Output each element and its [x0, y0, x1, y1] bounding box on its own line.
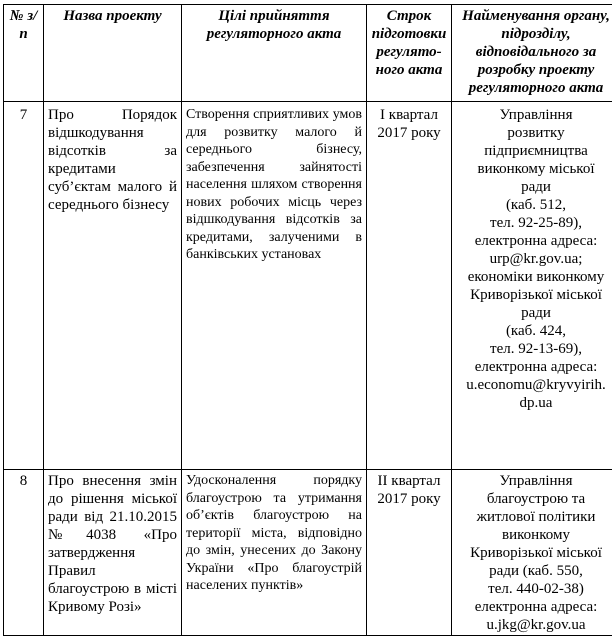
- org-line: електронна адреса:: [456, 598, 612, 616]
- org-line: ради: [456, 304, 612, 322]
- org-line: Управління: [456, 106, 612, 124]
- header-num: № з/п: [4, 5, 44, 102]
- org-line: тел. 440-02-38): [456, 580, 612, 598]
- org-line: економіки виконкому: [456, 268, 612, 286]
- org-line: виконкому: [456, 526, 612, 544]
- org-line: (каб. 424,: [456, 322, 612, 340]
- responsible-org: [452, 102, 612, 470]
- org-line: urp@kr.gov.ua;: [456, 250, 612, 268]
- header-name: Назва проекту: [44, 5, 182, 102]
- project-term: I квартал 2017 року: [367, 102, 452, 470]
- org-line: Криворізької міської: [456, 544, 612, 562]
- table-row: [4, 470, 612, 636]
- org-line: тел. 92-13-69),: [456, 340, 612, 358]
- org-line: благоустрою та: [456, 490, 612, 508]
- org-line: житлової політики: [456, 508, 612, 526]
- project-goal: Удосконалення порядку благоустрою та утримання об’єктів благоустрою на території міста, відповідно до змін, унесених до Закону України «Про благоустрій населених пунктів»: [182, 470, 367, 636]
- org-line: виконкому міської: [456, 160, 612, 178]
- org-line: (каб. 512,: [456, 196, 612, 214]
- org-line: Криворізької міської: [456, 286, 612, 304]
- org-line: електронна адреса:: [456, 358, 612, 376]
- org-line: u.economu@kryvyirih.: [456, 376, 612, 394]
- org-line: розвитку: [456, 124, 612, 142]
- header-term: Строк підготовки регулято-ного акта: [367, 5, 452, 102]
- org-line: u.jkg@kr.gov.ua: [456, 616, 612, 634]
- row-num: 7: [4, 102, 44, 470]
- org-line: підприємництва: [456, 142, 612, 160]
- row-num: 8: [4, 470, 44, 636]
- header-org: Найменування органу, підрозділу, відповідального за розробку проекту регуляторного акта: [452, 5, 612, 102]
- table-row: [4, 102, 612, 470]
- project-term: II квартал 2017 року: [367, 470, 452, 636]
- responsible-org: [452, 470, 612, 636]
- header-row: [4, 5, 612, 102]
- regulatory-plan-table: [3, 4, 612, 636]
- org-line: електронна адреса:: [456, 232, 612, 250]
- org-line: ради: [456, 178, 612, 196]
- org-line: тел. 92-25-89),: [456, 214, 612, 232]
- project-goal: Створення сприятливих умов для розвитку малого й середнього бізнесу, забезпечення зайнятості населення шляхом створення нових робочих місць через відшкодування відсотків за кредитами, залученими в банківських установах: [182, 102, 367, 470]
- header-goal: Цілі прийняття регуляторного акта: [182, 5, 367, 102]
- org-line: ради (каб. 550,: [456, 562, 612, 580]
- project-name: Про внесення змін до рішення міської ради від 21.10.2015 №4038 «Про затвердження Правил благоустрою в місті Кривому Розі»: [44, 470, 182, 636]
- org-line: dp.ua: [456, 394, 612, 412]
- project-name: Про Порядок відшкодування відсотків за кредитами суб’єктам малого й середнього бізнесу: [44, 102, 182, 470]
- org-line: Управління: [456, 472, 612, 490]
